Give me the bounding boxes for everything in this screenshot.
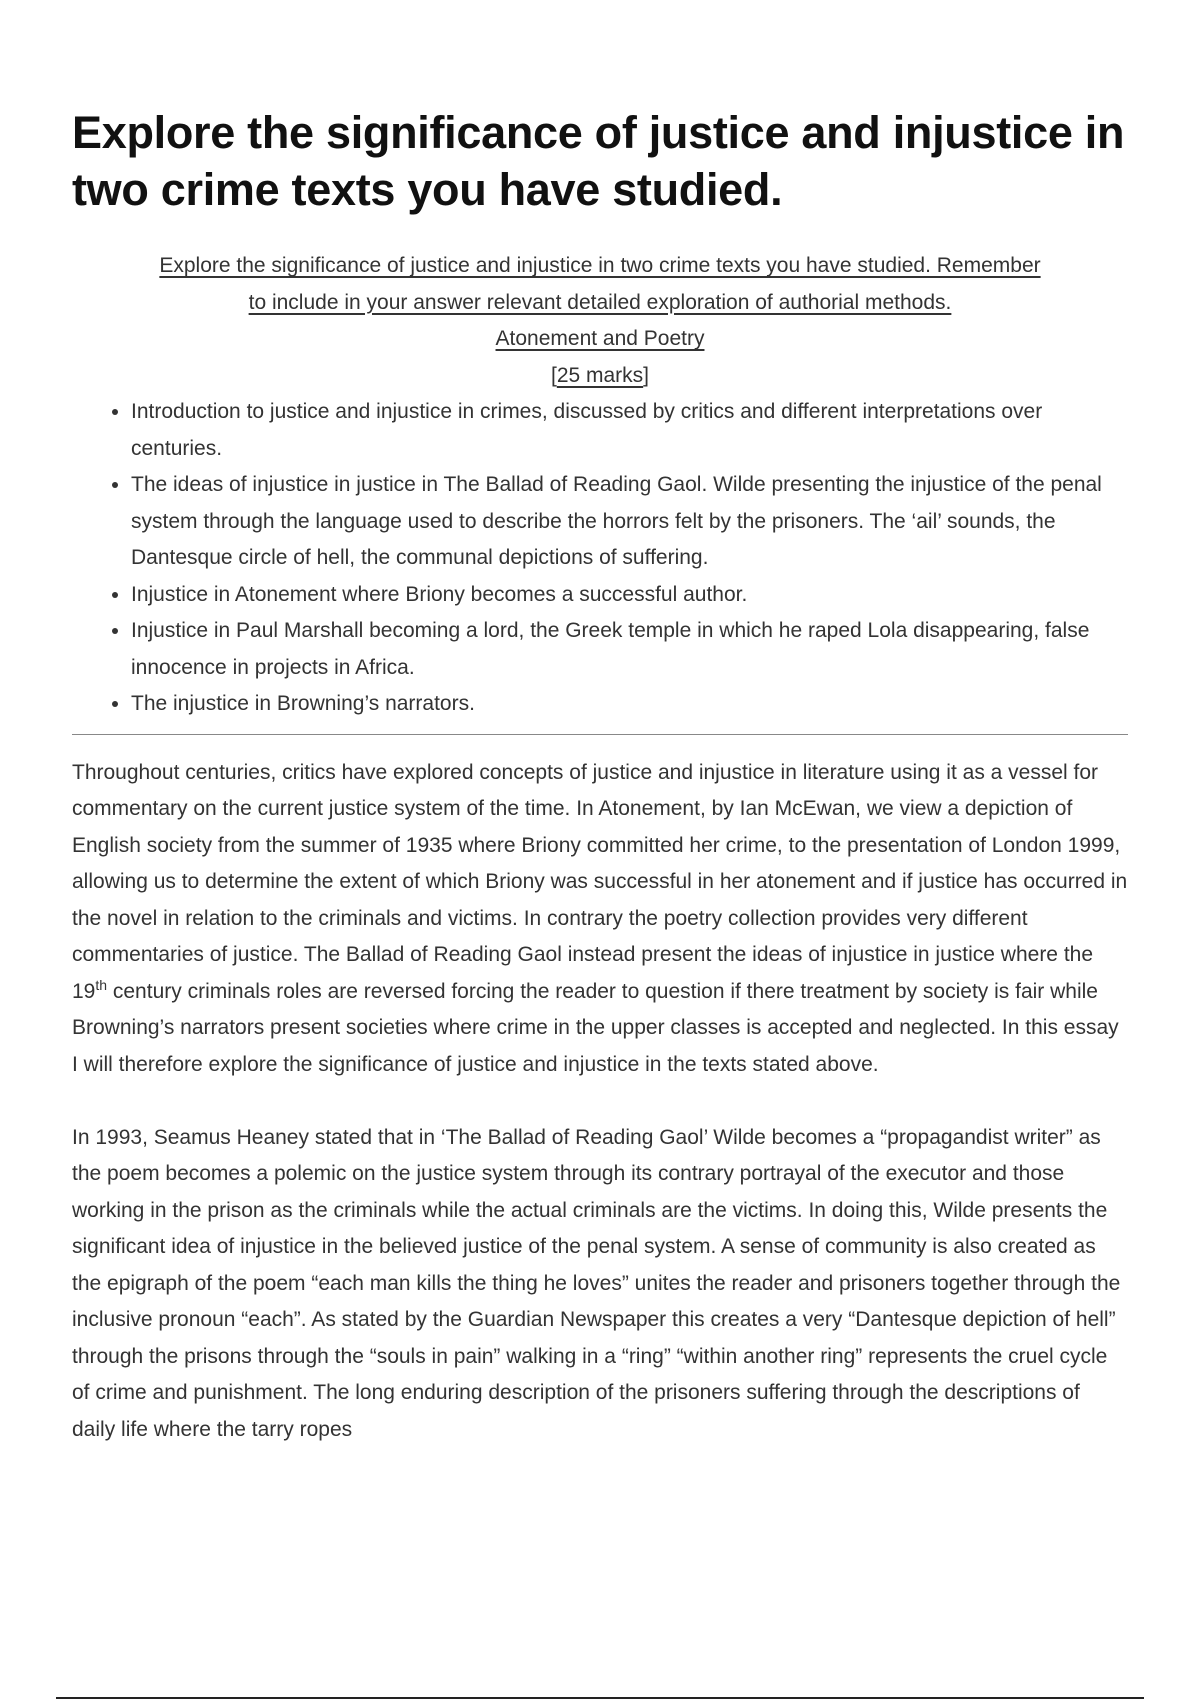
essay-paragraph-ballad: In 1993, Seamus Heaney stated that in ‘The Ballad of Reading Gaol’ Wilde becomes a “propagandist writer” as the poem becomes a polemic on the justice system through its contrary portrayal of the executor and those working in the prison as the criminals while the actual criminals are the victims. In doing this, Wilde presents the significant idea of injustice in the believed justice of the penal system. A sense of community is also created as the epigraph of the poem “each man kills the thing he loves” unites the reader and prisoners together through the inclusive pronoun “each”. As stated by the Guardian Newspaper this creates a very “Dantesque depiction of hell” through the prisons through the “souls in pain” walking in a “ring” “within another ring” represents the cruel cycle of crime and punishment. The long enduring description of the prisoners suffering through the descriptions of daily life where the tarry ropes [72,1125,1121,1441]
section-divider [72,734,1128,735]
essay-prompt [72,248,1128,394]
prompt-marks [72,358,1128,395]
essay-body [72,755,1128,1449]
page-title: Explore the significance of justice and injustice in two crime texts you have studied. [72,107,1125,215]
page-bottom-rule [56,1697,1144,1699]
marks-value: 25 marks [556,363,644,387]
prompt-texts: Atonement and Poetry [495,327,705,350]
plan-item: • The ideas of injustice in justice in The Ballad of Reading Gaol. Wilde presenting the injustice of the penal system through the language used to describe the horrors felt by the prisoners. The ‘ail’ sounds, the Dantesque circle of hell, the communal depictions of suffering. [131,467,1128,577]
paragraph-text: century criminals roles are reversed forcing the reader to question if there treatment by society is fair while Browning’s narrators present societies where crime in the upper classes is accepted and neglected. In this essay I will therefore explore the significance of justice and injustice in the texts stated above. [72,979,1119,1076]
plan-item: • Injustice in Atonement where Briony becomes a successful author. [131,577,1128,614]
plan-item: • Injustice in Paul Marshall becoming a lord, the Greek temple in which he raped Lola disappearing, false innocence in projects in Africa. [131,613,1128,686]
prompt-question-line-2: to include in your answer relevant detailed exploration of authorial methods. [248,290,952,314]
prompt-question-line-1: Explore the significance of justice and injustice in two crime texts you have studied. Remember [159,254,1041,277]
marks-bracket-open: [ [550,363,557,387]
plan-item: • Introduction to justice and injustice in crimes, discussed by critics and different interpretations over centuries. [131,394,1128,467]
plan-item: • The injustice in Browning’s narrators. [131,686,1128,723]
ordinal-suffix: th [95,976,108,993]
essay-paragraph-introduction [72,755,1128,1084]
document-page [72,104,1128,1448]
marks-bracket-close: ] [643,363,650,387]
paragraph-text: Throughout centuries, critics have explored concepts of justice and injustice in literature using it as a vessel for commentary on the current justice system of the time. In Atonement, by Ian McEwan, we view a depiction of English society from the summer of 1935 where Briony committed her crime, to the presentation of London 1999, allowing us to determine the extent of which Briony was successful in her atonement and if justice has occurred in the novel in relation to the criminals and victims. In contrary the poetry collection provides very different commentaries of justice. The Ballad of Reading Gaol instead present the ideas of injustice in justice where the 19 [72,760,1128,1003]
essay-plan-list [72,394,1128,723]
